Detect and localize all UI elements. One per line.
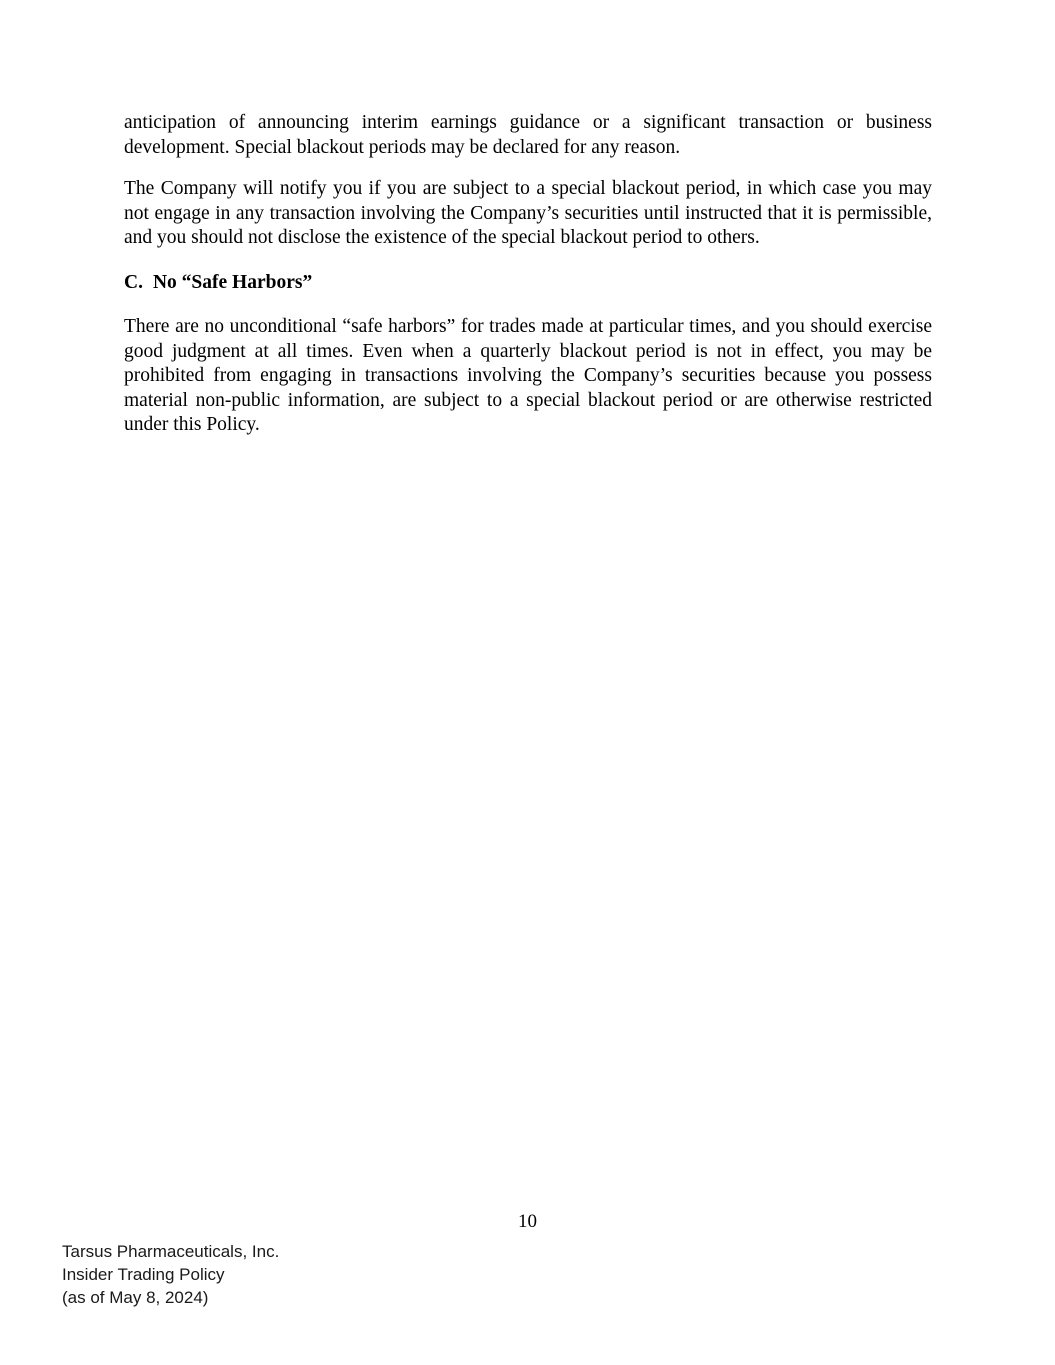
paragraph-no-safe-harbors-body: There are no unconditional “safe harbors” for trades made at particular times, and you should exercise good judgment at all times. Even when a quarterly blackout period is not in effect, you may be prohibited from engaging in transactions involving the Company’s securities because you possess material non-public information, are subject to a special blackout period or are otherwise restricted under this Policy. <box>124 316 932 435</box>
page-footer <box>62 1240 279 1309</box>
footer-policy-title: Insider Trading Policy <box>62 1265 225 1284</box>
paragraph-special-blackout-continuation: anticipation of announcing interim earnings guidance or a significant transaction or business development. Special blackout periods may be declared for any reason. <box>124 112 932 158</box>
page-number: 10 <box>518 1211 537 1232</box>
document-body <box>124 111 932 455</box>
section-heading-title: No “Safe Harbors” <box>152 271 313 293</box>
footer-policy-date: (as of May 8, 2024) <box>62 1288 209 1307</box>
section-heading-number: C. <box>124 271 143 293</box>
paragraph-company-notify: The Company will notify you if you are subject to a special blackout period, in which case you may not engage in any transaction involving the Company’s securities until instructed that it is permissible, and you should not disclose the existence of the special blackout period to others. <box>124 178 932 248</box>
footer-company-name: Tarsus Pharmaceuticals, Inc. <box>62 1242 280 1261</box>
section-heading-no-safe-harbors <box>124 271 932 296</box>
